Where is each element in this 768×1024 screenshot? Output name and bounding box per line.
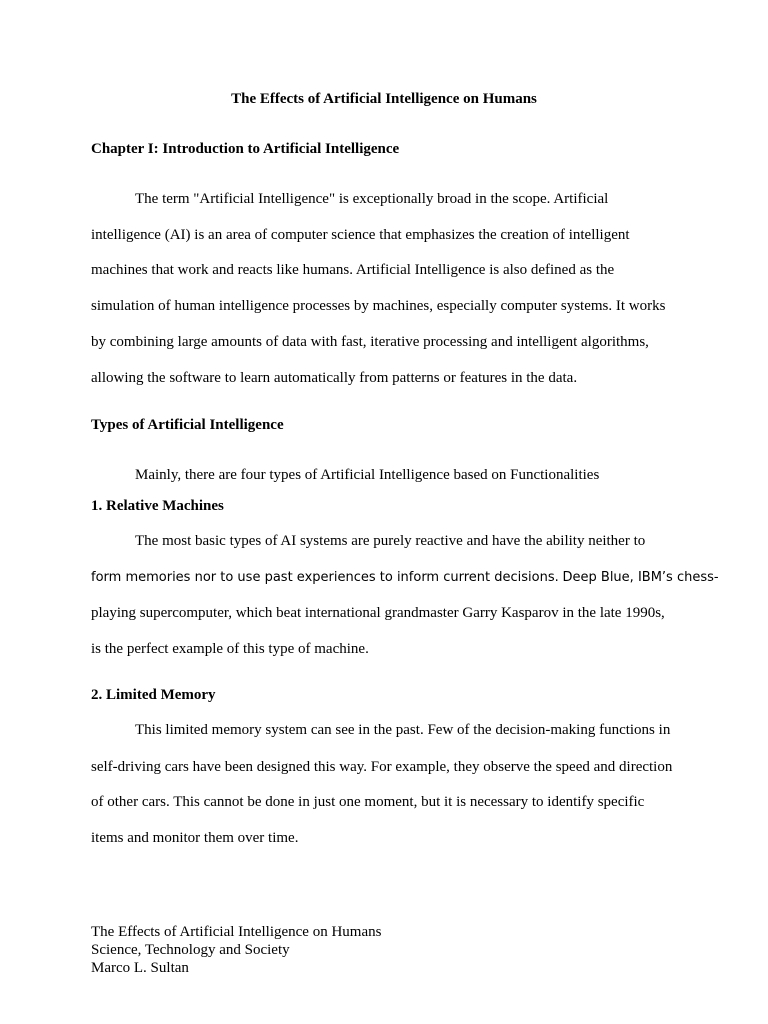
section1-heading: 1. Relative Machines xyxy=(91,498,224,514)
paragraph-line: This limited memory system can see in the past. Few of the decision-making functions in xyxy=(135,722,671,738)
types-intro: Mainly, there are four types of Artificial Intelligence based on Functionalities xyxy=(135,467,600,483)
paragraph-line: allowing the software to learn automatically from patterns or features in the data. xyxy=(91,370,578,386)
paragraph-line: items and monitor them over time. xyxy=(91,830,299,846)
paragraph-line: is the perfect example of this type of machine. xyxy=(91,641,369,657)
footer-title: The Effects of Artificial Intelligence on Humans xyxy=(91,924,382,940)
paragraph-line: machines that work and reacts like humans. Artificial Intelligence is also defined as the xyxy=(91,262,615,278)
chapter-heading: Chapter I: Introduction to Artificial Intelligence xyxy=(91,141,400,157)
paragraph-line: The term "Artificial Intelligence" is exceptionally broad in the scope. Artificial xyxy=(135,191,609,207)
footer-author: Marco L. Sultan xyxy=(91,960,189,976)
paragraph-line: of other cars. This cannot be done in just one moment, but it is necessary to identify specific xyxy=(91,794,645,810)
paragraph-line-mixed xyxy=(91,567,719,588)
types-heading: Types of Artificial Intelligence xyxy=(91,417,284,433)
paragraph-line: The most basic types of AI systems are purely reactive and have the ability neither to xyxy=(135,533,646,549)
paragraph-line: by combining large amounts of data with fast, iterative processing and intelligent algorithms, xyxy=(91,334,649,350)
paragraph-span-sans: Deep Blue, IBM’s chess- xyxy=(562,570,719,585)
paragraph-line: intelligence (AI) is an area of computer science that emphasizes the creation of intelligent xyxy=(91,227,630,243)
footer xyxy=(91,923,381,977)
paragraph-line: simulation of human intelligence processes by machines, especially computer systems. It works xyxy=(91,298,666,314)
section2-heading: 2. Limited Memory xyxy=(91,687,216,703)
paragraph-line: playing supercomputer, which beat international grandmaster Garry Kasparov in the late 1990s, xyxy=(91,605,665,621)
document-title: The Effects of Artificial Intelligence on Humans xyxy=(231,91,537,107)
paragraph-line: self-driving cars have been designed this way. For example, they observe the speed and direction xyxy=(91,759,673,775)
paragraph-span-sans: form memories nor to use past experiences to inform current decisions. xyxy=(91,570,559,585)
footer-course: Science, Technology and Society xyxy=(91,942,290,958)
